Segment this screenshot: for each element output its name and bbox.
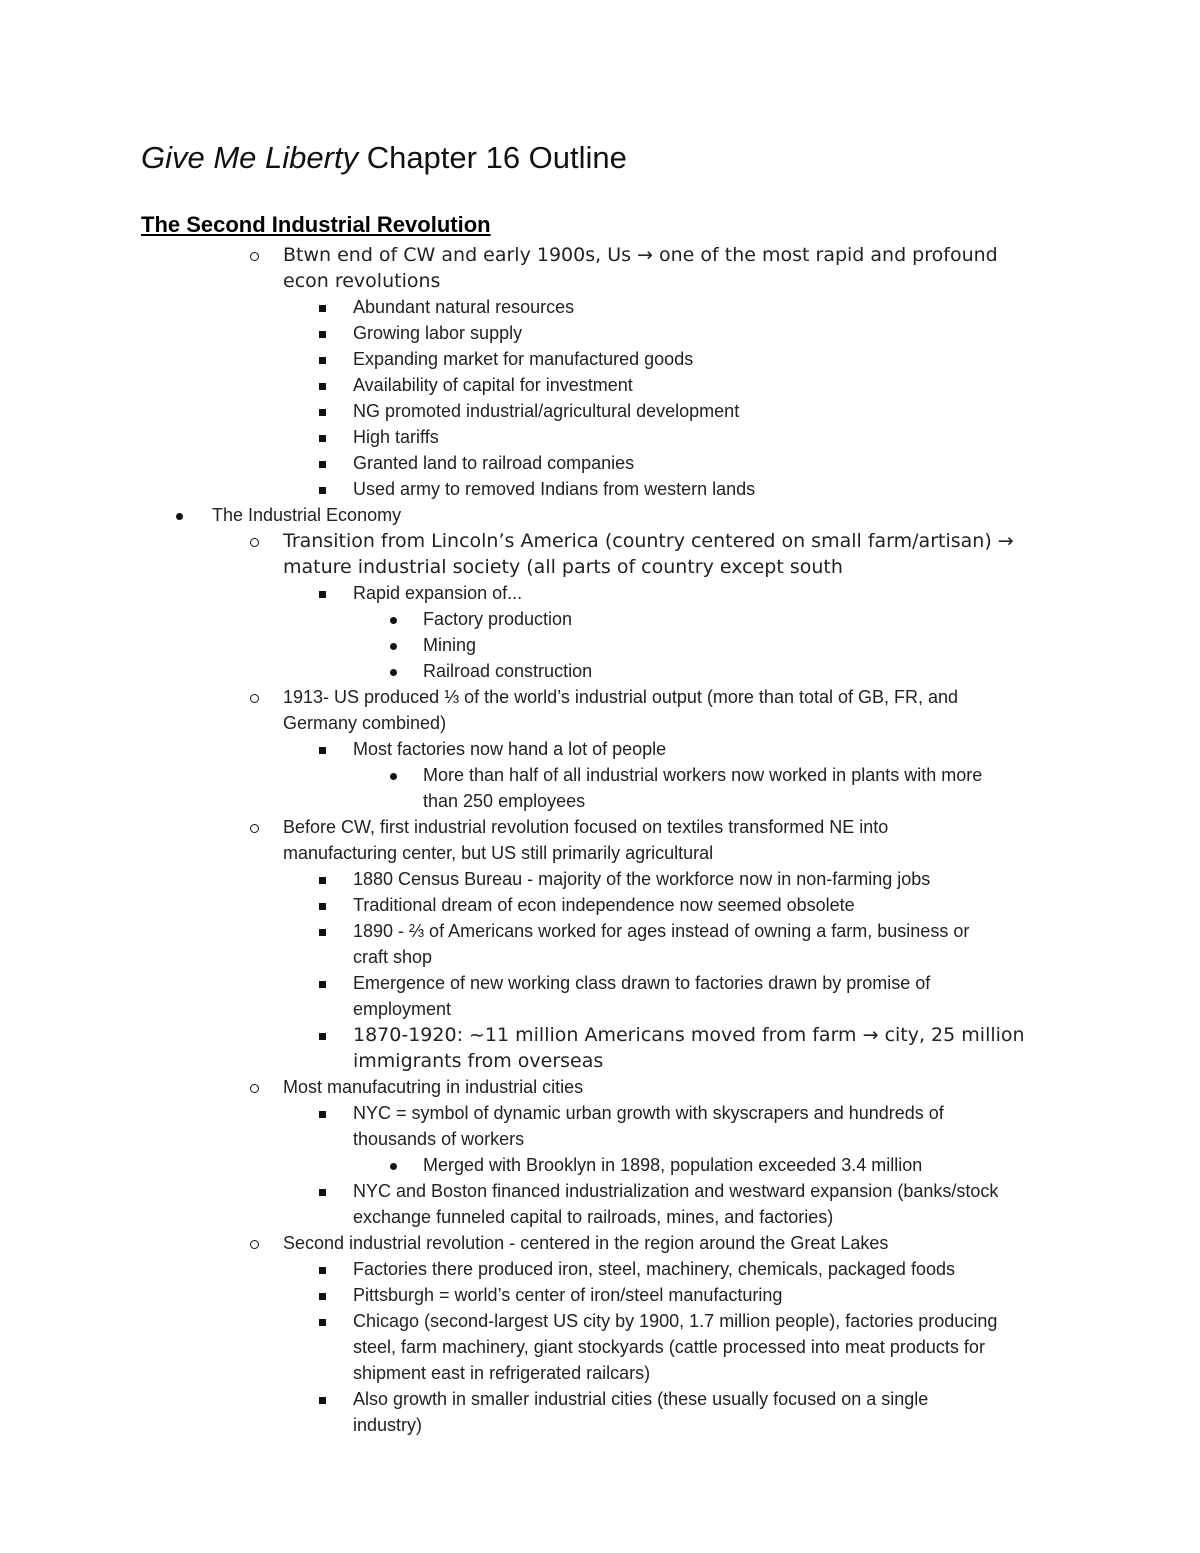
outline-item [0,892,1200,918]
outline-item-text [283,684,1073,736]
outline-item-text [423,1152,1073,1178]
square-bullet-icon [316,320,332,346]
outline-item-line: Transition from Lincoln’s America (country centered on small farm/artisan) → [283,530,1014,552]
square-bullet-icon [316,866,332,892]
outline-item [0,372,1200,398]
square-bullet-icon [316,1282,332,1308]
outline-item [0,528,1200,580]
outline-item-text [283,814,1073,866]
outline-item-line: Railroad construction [423,661,593,681]
outline-item [0,970,1200,1022]
outline-item-line: Most factories now hand a lot of people [353,739,667,759]
square-bullet-shape [319,305,326,312]
outline-item-text [283,1074,1073,1100]
outline-item-line: NYC = symbol of dynamic urban growth with skyscrapers and hundreds of [353,1103,944,1123]
circle-bullet-icon [248,684,264,710]
square-bullet-icon [316,1178,332,1204]
square-bullet-icon [316,424,332,450]
circle-bullet-shape [250,1084,259,1093]
square-bullet-icon [316,1100,332,1126]
disc-bullet-icon [387,658,403,684]
outline-item [0,1152,1200,1178]
outline-item-line: shipment east in refrigerated railcars) [353,1363,651,1383]
square-bullet-shape [319,591,326,598]
square-bullet-shape [319,331,326,338]
outline-item [0,866,1200,892]
outline-item-text [283,528,1073,580]
disc-bullet-icon [387,1152,403,1178]
outline-item-text [423,762,1073,814]
outline-item [0,320,1200,346]
outline-item-text [353,736,1073,762]
square-bullet-icon [316,1308,332,1334]
outline-item [0,1256,1200,1282]
outline-item [0,424,1200,450]
square-bullet-shape [319,487,326,494]
circle-bullet-icon [248,814,264,840]
circle-bullet-shape [250,252,259,261]
outline-item-line: craft shop [353,947,433,967]
circle-bullet-shape [250,694,259,703]
square-bullet-shape [319,1293,326,1300]
square-bullet-icon [316,398,332,424]
circle-bullet-icon [248,528,264,554]
outline-item-text [353,1308,1073,1386]
title-chapter: Chapter 16 Outline [358,140,627,175]
disc-bullet-shape [390,617,397,624]
square-bullet-shape [319,461,326,468]
disc-bullet-icon [387,762,403,788]
outline-item-line: Also growth in smaller industrial cities (these usually focused on a single [353,1389,929,1409]
square-bullet-shape [319,409,326,416]
disc-bullet-shape [390,643,397,650]
outline-item-line: Used army to removed Indians from western lands [353,479,756,499]
outline-item-line: 1880 Census Bureau - majority of the workforce now in non-farming jobs [353,869,931,889]
outline-item-line: Factories there produced iron, steel, machinery, chemicals, packaged foods [353,1259,955,1279]
outline-item-line: Availability of capital for investment [353,375,633,395]
circle-bullet-icon [248,1074,264,1100]
section-heading: The Second Industrial Revolution [141,212,491,237]
outline-item-text [353,372,1073,398]
outline-item-line: steel, farm machinery, giant stockyards (cattle processed into meat products for [353,1337,985,1357]
outline-item-line: Pittsburgh = world’s center of iron/steel manufacturing [353,1285,783,1305]
outline-item-line: econ revolutions [283,270,441,292]
outline-item-line: Expanding market for manufactured goods [353,349,694,369]
square-bullet-shape [319,435,326,442]
square-bullet-icon [316,450,332,476]
outline-item-line: Factory production [423,609,573,629]
outline-item-line: Before CW, first industrial revolution focused on textiles transformed NE into [283,817,889,837]
outline-item [0,1282,1200,1308]
outline-item-text [353,866,1073,892]
square-bullet-icon [316,372,332,398]
square-bullet-shape [319,747,326,754]
outline-item-line: exchange funneled capital to railroads, mines, and factories) [353,1207,834,1227]
square-bullet-icon [316,346,332,372]
outline-item [0,918,1200,970]
outline-item [0,658,1200,684]
square-bullet-shape [319,981,326,988]
outline-item-text [212,502,1072,528]
outline-item-text [423,658,1073,684]
outline-item-text [353,1100,1073,1152]
outline-item-line: Btwn end of CW and early 1900s, Us → one of the most rapid and profound [283,244,998,266]
title-book-name: Give Me Liberty [141,140,359,175]
outline-item [0,476,1200,502]
circle-bullet-icon [248,242,264,268]
outline-item-text [353,1178,1073,1230]
outline-item-line: Granted land to railroad companies [353,453,635,473]
outline-item [0,1074,1200,1100]
outline-item-text [353,970,1073,1022]
outline-item-line: Most manufacutring in industrial cities [283,1077,584,1097]
outline-item [0,450,1200,476]
outline-item [0,1230,1200,1256]
square-bullet-icon [316,294,332,320]
outline-item [0,346,1200,372]
square-bullet-shape [319,1033,326,1040]
outline-item-text [353,476,1073,502]
outline-item [0,1386,1200,1438]
disc-bullet-icon [387,632,403,658]
square-bullet-shape [319,877,326,884]
outline-item-line: NG promoted industrial/agricultural development [353,401,740,421]
square-bullet-icon [316,1256,332,1282]
outline-item [0,632,1200,658]
outline-item [0,1022,1200,1074]
disc-bullet-shape [176,513,183,520]
outline-item-line: than 250 employees [423,791,586,811]
outline-item-line: employment [353,999,452,1019]
outline-item [0,1178,1200,1230]
square-bullet-icon [316,476,332,502]
outline-item [0,762,1200,814]
square-bullet-icon [316,736,332,762]
outline-item-text [353,346,1073,372]
outline-item [0,1308,1200,1386]
outline-item [0,294,1200,320]
outline-item-line: Abundant natural resources [353,297,575,317]
outline-item-text [353,1022,1073,1074]
square-bullet-shape [319,1319,326,1326]
outline-item-line: Traditional dream of econ independence now seemed obsolete [353,895,855,915]
square-bullet-icon [316,970,332,996]
square-bullet-icon [316,1386,332,1412]
disc-bullet-shape [390,669,397,676]
outline-item-line: NYC and Boston financed industrialization and westward expansion (banks/stock [353,1181,999,1201]
outline-item-line: Emergence of new working class drawn to factories drawn by promise of [353,973,931,993]
outline-item-text [353,918,1073,970]
outline-item-line: Germany combined) [283,713,447,733]
disc-bullet-shape [390,1163,397,1170]
square-bullet-shape [319,1397,326,1404]
page-title [141,140,627,176]
outline-item [0,736,1200,762]
outline-item-line: immigrants from overseas [353,1050,604,1072]
square-bullet-icon [316,580,332,606]
outline-item-text [353,450,1073,476]
outline-item-text [283,242,1073,294]
square-bullet-shape [319,357,326,364]
outline-item-text [353,892,1073,918]
outline-item-line: manufacturing center, but US still primarily agricultural [283,843,714,863]
circle-bullet-shape [250,1240,259,1249]
square-bullet-icon [316,1022,332,1048]
disc-bullet-icon [173,502,189,528]
square-bullet-shape [319,1189,326,1196]
outline-item [0,814,1200,866]
outline-item-text [423,632,1073,658]
square-bullet-shape [319,929,326,936]
square-bullet-icon [316,892,332,918]
outline-item-line: Second industrial revolution - centered in the region around the Great Lakes [283,1233,889,1253]
square-bullet-shape [319,1111,326,1118]
outline-item-text [283,1230,1073,1256]
outline-item-text [353,424,1073,450]
outline-item-text [353,1256,1073,1282]
outline-item-line: industry) [353,1415,423,1435]
square-bullet-shape [319,903,326,910]
outline-item-line: mature industrial society (all parts of country except south [283,556,843,578]
square-bullet-shape [319,1267,326,1274]
square-bullet-shape [319,383,326,390]
outline-item [0,398,1200,424]
disc-bullet-shape [390,773,397,780]
outline-item-line: The Industrial Economy [212,505,402,525]
outline-item [0,580,1200,606]
outline-item-line: 1870-1920: ~11 million Americans moved from farm → city, 25 million [353,1024,1025,1046]
outline-item-line: High tariffs [353,427,439,447]
outline-item [0,606,1200,632]
outline-item-line: thousands of workers [353,1129,525,1149]
outline-item-text [353,320,1073,346]
outline-item [0,242,1200,294]
outline-item-text [353,580,1073,606]
outline-item-text [353,294,1073,320]
disc-bullet-icon [387,606,403,632]
square-bullet-icon [316,918,332,944]
circle-bullet-shape [250,824,259,833]
circle-bullet-icon [248,1230,264,1256]
outline-item-text [353,1282,1073,1308]
outline-item [0,684,1200,736]
outline-item-line: Merged with Brooklyn in 1898, population exceeded 3.4 million [423,1155,923,1175]
outline-item-line: 1913- US produced ⅓ of the world’s industrial output (more than total of GB, FR, and [283,687,959,707]
outline-item-line: Rapid expansion of... [353,583,523,603]
outline-item-text [423,606,1073,632]
outline-item-line: More than half of all industrial workers now worked in plants with more [423,765,983,785]
outline-item-text [353,1386,1073,1438]
outline-item-line: Mining [423,635,477,655]
outline-item [0,502,1200,528]
outline-item-line: Growing labor supply [353,323,523,343]
outline-item [0,1100,1200,1152]
circle-bullet-shape [250,538,259,547]
outline-item-text [353,398,1073,424]
outline-item-line: 1890 - ⅔ of Americans worked for ages instead of owning a farm, business or [353,921,970,941]
outline-item-line: Chicago (second-largest US city by 1900, 1.7 million people), factories producing [353,1311,998,1331]
